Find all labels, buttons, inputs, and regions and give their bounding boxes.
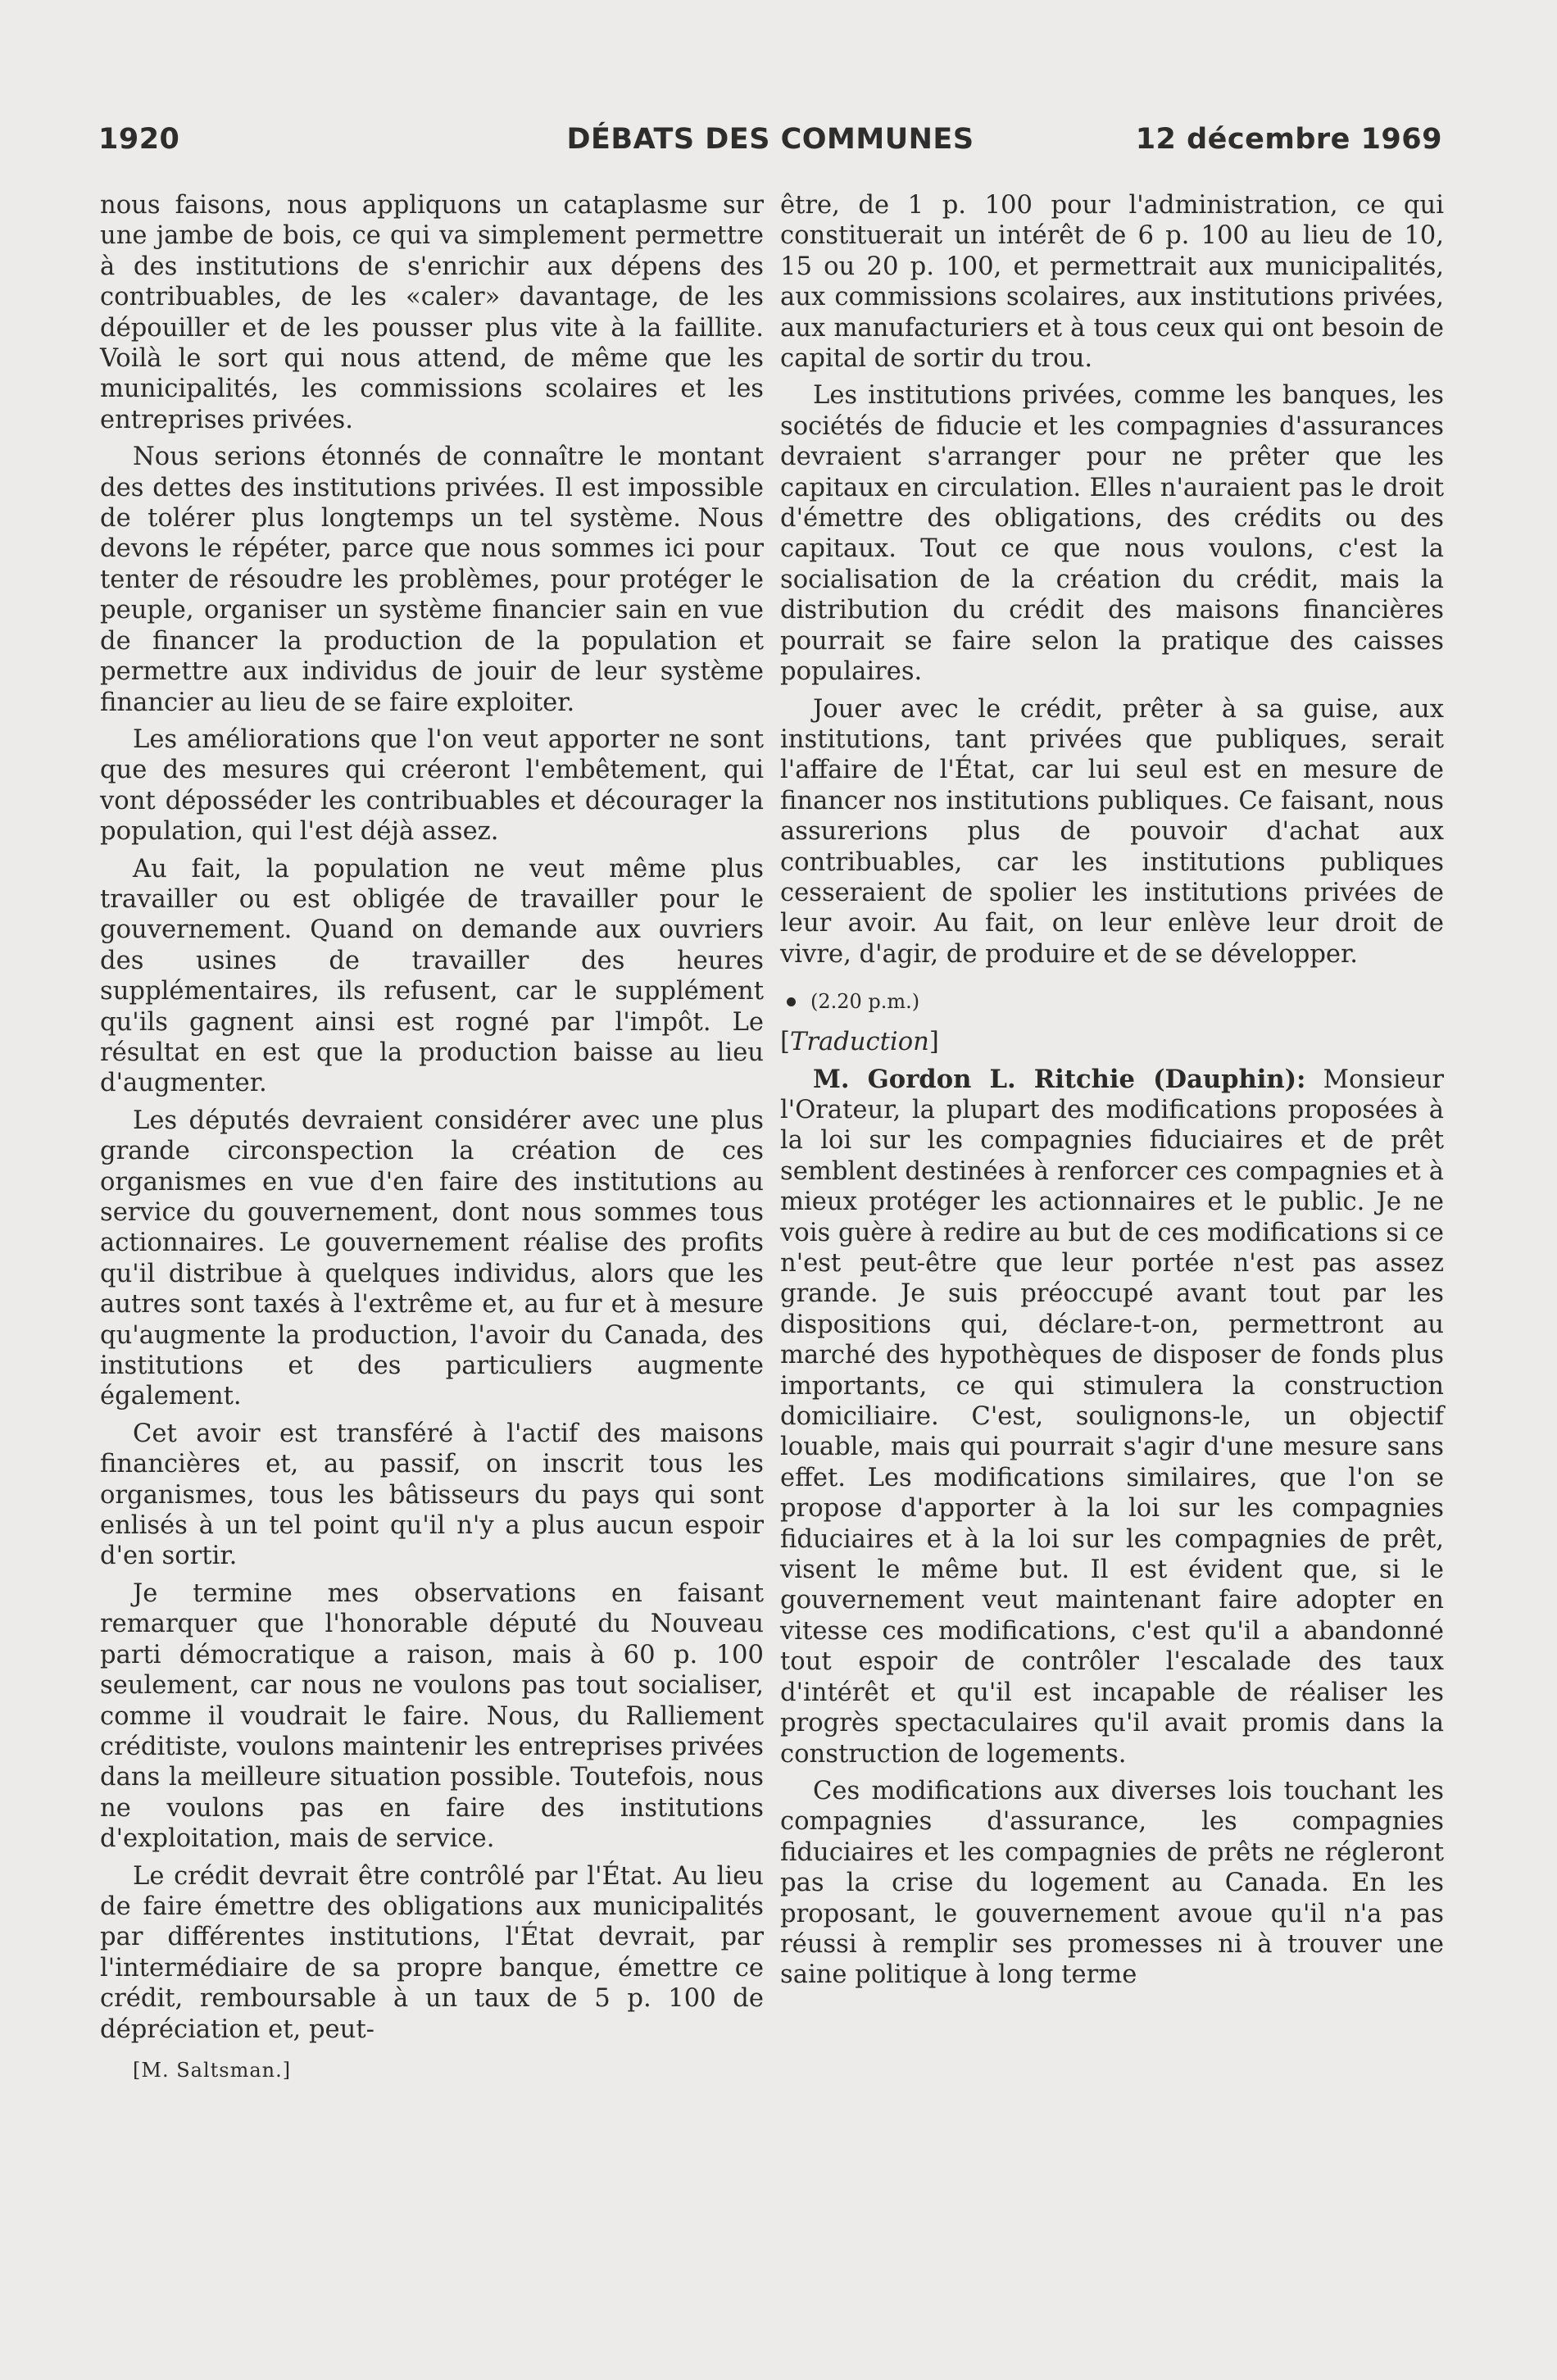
bullet-icon — [787, 997, 796, 1006]
time-marker-text: (2.20 p.m.) — [810, 990, 920, 1014]
paragraph: Cet avoir est transféré à l'actif des maisons financières et, au passif, on inscrit tous les organismes, tous les bâtisseurs du pays qui sont enlisés à un tel point qu'il n'y a plus aucun espoir d'en sortir. — [100, 1419, 764, 1571]
traduction-open-bracket: [ — [780, 1028, 790, 1057]
paragraph: Les députés devraient considérer avec une plus grande circonspection la création de ces organismes en vue d'en faire des institutions au service du gouvernement, dont nous sommes tous actionnaires. Le gouvernement réalise des profits qu'il distribue à quelques individus, alors que les autres sont taxés à l'extrême et, au fur et à mesure qu'augmente la production, l'avoir du Canada, des institutions et des particuliers augmente également. — [100, 1106, 764, 1411]
paragraph: être, de 1 p. 100 pour l'administration, ce qui constituerait un intérêt de 6 p. 100 au lieu de 10, 15 ou 20 p. 100, et permettrait aux municipalités, aux commissions scolaires, aux institutions privées, aux manufacturiers et à tous ceux qui ont besoin de capital de sortir du trou. — [780, 191, 1444, 374]
right-column — [780, 190, 1444, 1991]
page-header — [98, 123, 1442, 169]
speaker-name: M. Gordon L. Ritchie (Dauphin): — [813, 1064, 1306, 1094]
paragraph: nous faisons, nous appliquons un cataplasme sur une jambe de bois, ce qui va simplement permettre à des institutions de s'enrichir aux dépens des contribuables, de les «caler» davantage, de les dépouiller et de les pousser plus vite à la faillite. Voilà le sort qui nous attend, de même que les municipalités, les commissions scolaires et les entreprises privées. — [100, 191, 764, 434]
left-column — [100, 190, 764, 2082]
paragraph: Nous serions étonnés de connaître le montant des dettes des institutions privées. Il est impossible de tolérer plus longtemps un tel système. Nous devons le répéter, parce que nous sommes ici pour tenter de résoudre les problèmes, pour protéger le peuple, organiser un système financier sain en vue de financer la production de la population et permettre aux individus de jouir de leur système financier au lieu de se faire exploiter. — [100, 443, 764, 717]
speaker-footer-note: [M. Saltsman.] — [133, 2058, 292, 2082]
paragraph: Je termine mes observations en faisant remarquer que l'honorable député du Nouveau parti démocratique a raison, mais à 60 p. 100 seulement, car nous ne voulons pas tout socialiser, comme il voudrait le faire. Nous, du Ralliement créditiste, voulons maintenir les entreprises privées dans la meilleure situation possible. Toutefois, nous ne voulons pas en faire des institutions d'exploitation, mais de service. — [100, 1578, 764, 1854]
paragraph: Jouer avec le crédit, prêter à sa guise, aux institutions, tant privées que publiques, serait l'affaire de l'État, car lui seul est en mesure de financer nos institutions publiques. Ce faisant, nous assurerions plus de pouvoir d'achat aux contribuables, car les institutions publiques cesseraient de spolier les institutions privées de leur avoir. Au fait, on leur enlève leur droit de vivre, d'agir, de produire et de se développer. — [780, 694, 1444, 969]
page-number: 1920 — [98, 123, 180, 156]
traduction-word: Traduction — [789, 1028, 929, 1057]
traduction-close-bracket: ] — [928, 1028, 939, 1057]
paragraph: Le crédit devrait être contrôlé par l'État. Au lieu de faire émettre des obligations aux municipalités par différentes institutions, l'État devrait, par l'intermédiaire de sa propre banque, émettre ce crédit, remboursable à un taux de 5 p. 100 de dépréciation et, peut- — [100, 1861, 764, 2044]
speech-paragraph — [780, 1065, 1444, 1769]
paragraph: Au fait, la population ne veut même plus travailler ou est obligée de travailler pour le gouvernement. Quand on demande aux ouvriers des usines de travailler des heures supplémentaires, ils refusent, car le supplément qu'ils gagnent ainsi est rogné par l'impôt. Le résultat en est que la production baisse au lieu d'augmenter. — [100, 854, 764, 1098]
page-date: 12 décembre 1969 — [1135, 123, 1442, 156]
speech-text: Monsieur l'Orateur, la plupart des modifications proposées à la loi sur les compagnies fiduciaires et de prêt semblent destinées à renforcer ces compagnies et à mieux protéger les actionnaires et le public. Je ne vois guère à redire au but de ces modifications si ce n'est peut-être que leur portée n'est pas assez grande. Je suis préoccupé avant tout par les dispositions qui, déclare-t-on, permettront au marché des hypothèques de disposer de fonds plus importants, ce qui stimulera la construction domiciliaire. C'est, soulignons-le, un objectif louable, mais qui pourrait s'agir d'une mesure sans effet. Les modifications similaires, que l'on se propose d'apporter à la loi sur les compagnies fiduciaires et à la loi sur les compagnies de prêt, visent le même but. Il est évident que, si le gouvernement veut maintenant faire adopter en vitesse ces modifications, c'est qu'il a abandonné tout espoir de contrôler l'escalade des taux d'intérêt et qu'il est incapable de réaliser les progrès spectaculaires qu'il avait promis dans la construction de logements. — [780, 1065, 1445, 1769]
paragraph: Les institutions privées, comme les banques, les sociétés de fiducie et les compagnies d'assurances devraient s'arranger pour ne prêter que les capitaux en circulation. Elles n'auraient pas le droit d'émettre des obligations, des crédits ou des capitaux. Tout ce que nous voulons, c'est la socialisation de la création du crédit, mais la distribution du crédit des maisons financières pourrait se faire selon la pratique des caisses populaires. — [780, 381, 1444, 687]
page-title: DÉBATS DES COMMUNES — [566, 123, 974, 156]
paragraph: Ces modifications aux diverses lois touchant les compagnies d'assurance, les compagnies fiduciaires et les compagnies de prêts ne régleront pas la crise du logement au Canada. En les proposant, le gouvernement avoue qu'il n'a pas réussi à remplir ses promesses ni à trouver une saine politique à long terme — [780, 1776, 1444, 1990]
time-marker — [780, 989, 1444, 1014]
traduction-note — [780, 1027, 1444, 1057]
paragraph: Les améliorations que l'on veut apporter ne sont que des mesures qui créeront l'embêtement, qui vont déposséder les contribuables et décourager la population, qui l'est déjà assez. — [100, 724, 764, 847]
